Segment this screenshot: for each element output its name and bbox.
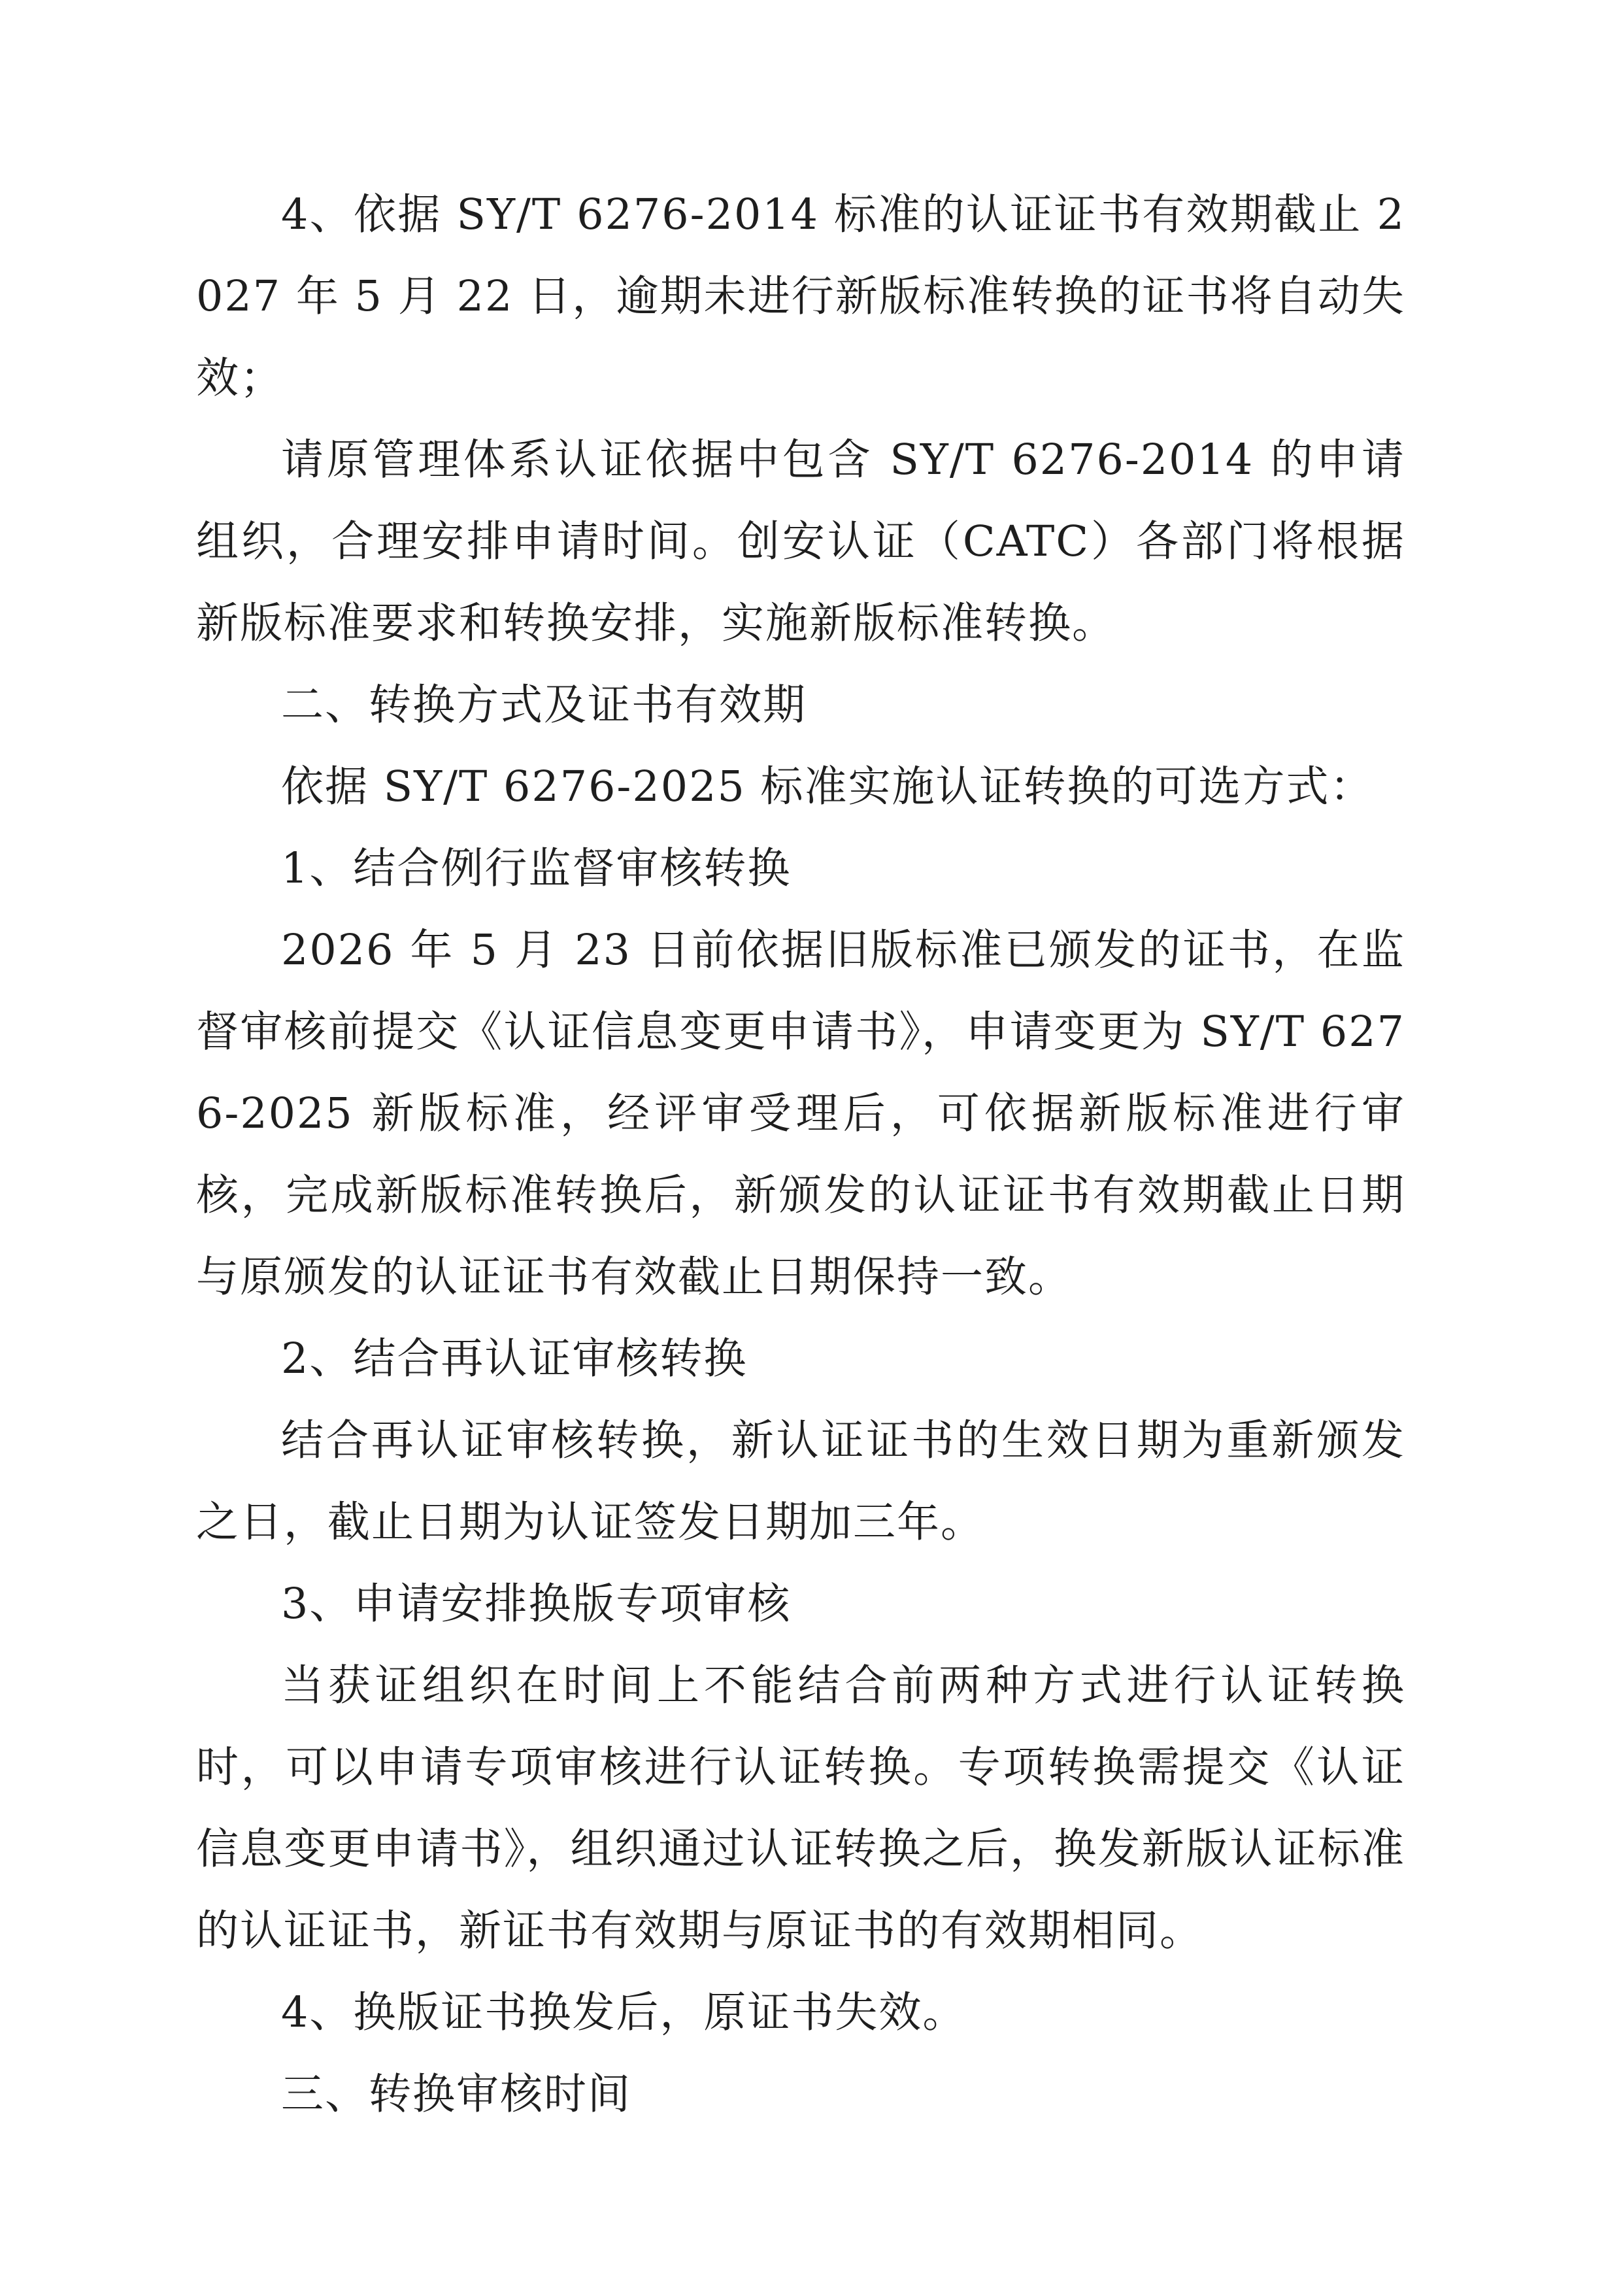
paragraph-special-audit: 当获证组织在时间上不能结合前两种方式进行认证转换时，可以申请专项审核进行认证转换。专项转换需提交《认证信息变更申请书》，组织通过认证转换之后，换发新版认证标准的认证证书，新证书有效期与原证书的有效期相同。 (196, 1661, 1405, 1955)
document-body (196, 174, 1405, 2135)
subheading-special-audit: 3、申请安排换版专项审核 (281, 1579, 792, 1629)
paragraph-old-certificate-invalid: 4、换版证书换发后，原证书失效。 (281, 1988, 967, 2037)
paragraph-transition-options-intro: 依据 SY/T 6276-2025 标准实施认证转换的可选方式： (281, 762, 1374, 811)
paragraph-surveillance-audit: 2026 年 5 月 23 日前依据旧版标准已颁发的证书，在监督审核前提交《认证信息变更申请书》，申请变更为 SY/T 6276-2025 新版标准，经评审受理后，可依据新版标准进行审核，完成新版标准转换后，新颁发的认证证书有效期截止日期与原颁发的认证证书有效截止日期保持一致。 (196, 926, 1405, 1302)
section-heading-transition-methods: 二、转换方式及证书有效期 (281, 681, 807, 730)
paragraph-application-arrangement: 请原管理体系认证依据中包含 SY/T 6276-2014 的申请组织，合理安排申请时间。创安认证（CATC）各部门将根据新版标准要求和转换安排，实施新版标准转换。 (196, 435, 1405, 648)
subheading-surveillance-audit: 1、结合例行监督审核转换 (281, 844, 792, 893)
paragraph-certificate-expiry: 4、依据 SY/T 6276-2014 标准的认证证书有效期截止 2027 年 5 月 22 日，逾期未进行新版标准转换的证书将自动失效； (196, 190, 1405, 403)
section-heading-audit-time: 三、转换审核时间 (281, 2070, 632, 2119)
subheading-recertification-audit: 2、结合再认证审核转换 (281, 1334, 748, 1383)
paragraph-recertification-audit: 结合再认证审核转换，新认证证书的生效日期为重新颁发之日，截止日期为认证签发日期加三年。 (196, 1416, 1405, 1547)
